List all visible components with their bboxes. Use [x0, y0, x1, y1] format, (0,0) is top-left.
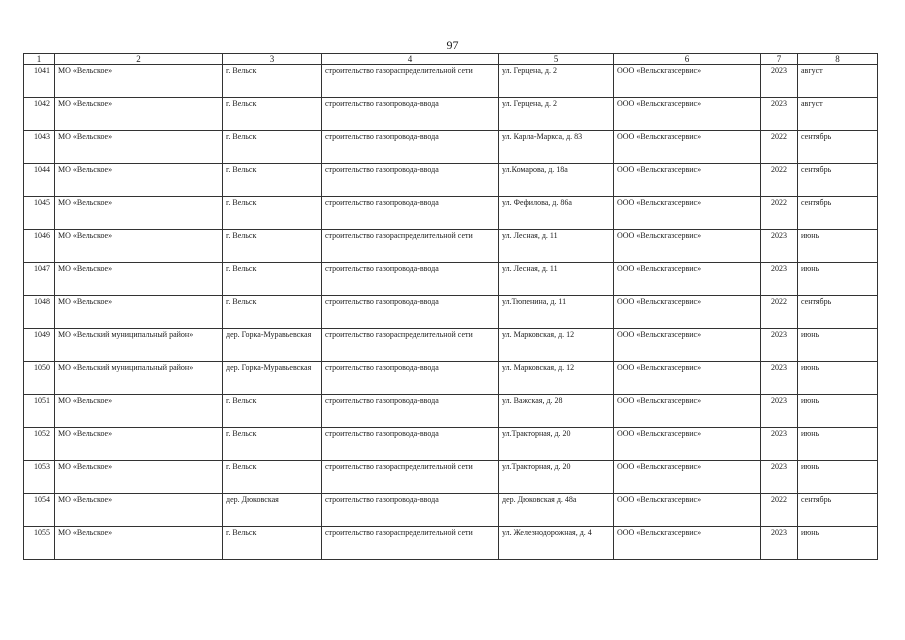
cell-contractor: ООО «Вельскгазсервис» [614, 197, 761, 230]
column-header: 2 [55, 54, 223, 65]
cell-year: 2022 [761, 164, 798, 197]
cell-work-type: строительство газопровода-ввода [322, 98, 499, 131]
table-row [24, 263, 878, 296]
cell-contractor: ООО «Вельскгазсервис» [614, 263, 761, 296]
cell-contractor: ООО «Вельскгазсервис» [614, 329, 761, 362]
cell-municipality: МО «Вельское» [55, 527, 223, 560]
cell-work-type: строительство газораспределительной сети [322, 65, 499, 98]
cell-row-number: 1044 [24, 164, 55, 197]
column-header: 1 [24, 54, 55, 65]
cell-address: ул.Комарова, д. 18а [499, 164, 614, 197]
table-row [24, 296, 878, 329]
cell-year: 2023 [761, 65, 798, 98]
cell-month: сентябрь [798, 197, 878, 230]
cell-settlement: г. Вельск [223, 527, 322, 560]
cell-address: ул.Тракторная, д. 20 [499, 428, 614, 461]
cell-work-type: строительство газораспределительной сети [322, 230, 499, 263]
cell-municipality: МО «Вельское» [55, 230, 223, 263]
cell-year: 2022 [761, 494, 798, 527]
cell-row-number: 1045 [24, 197, 55, 230]
cell-month: июнь [798, 263, 878, 296]
cell-settlement: г. Вельск [223, 65, 322, 98]
cell-address: ул. Герцена, д. 2 [499, 65, 614, 98]
table-row [24, 527, 878, 560]
cell-contractor: ООО «Вельскгазсервис» [614, 230, 761, 263]
cell-month: июнь [798, 362, 878, 395]
cell-month: июнь [798, 395, 878, 428]
cell-work-type: строительство газопровода-ввода [322, 131, 499, 164]
cell-address: ул. Железнодорожная, д. 4 [499, 527, 614, 560]
cell-work-type: строительство газопровода-ввода [322, 197, 499, 230]
cell-row-number: 1050 [24, 362, 55, 395]
cell-contractor: ООО «Вельскгазсервис» [614, 164, 761, 197]
column-header: 5 [499, 54, 614, 65]
cell-municipality: МО «Вельское» [55, 65, 223, 98]
cell-work-type: строительство газопровода-ввода [322, 164, 499, 197]
cell-contractor: ООО «Вельскгазсервис» [614, 296, 761, 329]
cell-contractor: ООО «Вельскгазсервис» [614, 362, 761, 395]
cell-row-number: 1042 [24, 98, 55, 131]
cell-year: 2023 [761, 395, 798, 428]
cell-year: 2023 [761, 461, 798, 494]
column-header: 8 [798, 54, 878, 65]
cell-address: ул. Лесная, д. 11 [499, 230, 614, 263]
cell-work-type: строительство газопровода-ввода [322, 428, 499, 461]
table-row [24, 230, 878, 263]
cell-settlement: г. Вельск [223, 131, 322, 164]
page-number: 97 [446, 38, 459, 52]
cell-year: 2023 [761, 428, 798, 461]
registry-body [24, 65, 878, 560]
cell-work-type: строительство газораспределительной сети [322, 527, 499, 560]
cell-municipality: МО «Вельское» [55, 197, 223, 230]
cell-year: 2023 [761, 527, 798, 560]
cell-year: 2023 [761, 98, 798, 131]
cell-work-type: строительство газопровода-ввода [322, 362, 499, 395]
cell-settlement: г. Вельск [223, 164, 322, 197]
cell-contractor: ООО «Вельскгазсервис» [614, 98, 761, 131]
cell-municipality: МО «Вельское» [55, 98, 223, 131]
cell-municipality: МО «Вельский муниципальный район» [55, 329, 223, 362]
cell-month: июнь [798, 428, 878, 461]
cell-row-number: 1047 [24, 263, 55, 296]
cell-address: ул. Фефилова, д. 86а [499, 197, 614, 230]
cell-row-number: 1046 [24, 230, 55, 263]
cell-address: ул. Марковская, д. 12 [499, 362, 614, 395]
table-row [24, 164, 878, 197]
cell-row-number: 1052 [24, 428, 55, 461]
cell-settlement: г. Вельск [223, 428, 322, 461]
cell-month: сентябрь [798, 494, 878, 527]
cell-month: август [798, 65, 878, 98]
table-row [24, 428, 878, 461]
table-row [24, 197, 878, 230]
table-row [24, 494, 878, 527]
cell-contractor: ООО «Вельскгазсервис» [614, 461, 761, 494]
cell-contractor: ООО «Вельскгазсервис» [614, 428, 761, 461]
column-header: 6 [614, 54, 761, 65]
cell-contractor: ООО «Вельскгазсервис» [614, 65, 761, 98]
cell-contractor: ООО «Вельскгазсервис» [614, 131, 761, 164]
cell-settlement: г. Вельск [223, 296, 322, 329]
table-row [24, 329, 878, 362]
table-row [24, 395, 878, 428]
cell-municipality: МО «Вельский муниципальный район» [55, 362, 223, 395]
column-number-row [24, 54, 878, 65]
cell-row-number: 1053 [24, 461, 55, 494]
cell-settlement: г. Вельск [223, 461, 322, 494]
cell-year: 2023 [761, 230, 798, 263]
cell-address: ул.Тюпенина, д. 11 [499, 296, 614, 329]
cell-settlement: г. Вельск [223, 395, 322, 428]
cell-municipality: МО «Вельское» [55, 395, 223, 428]
column-header: 4 [322, 54, 499, 65]
column-header: 3 [223, 54, 322, 65]
cell-municipality: МО «Вельское» [55, 494, 223, 527]
cell-address: дер. Дюковская д. 48а [499, 494, 614, 527]
cell-row-number: 1048 [24, 296, 55, 329]
cell-work-type: строительство газопровода-ввода [322, 395, 499, 428]
table-row [24, 131, 878, 164]
cell-row-number: 1041 [24, 65, 55, 98]
cell-municipality: МО «Вельское» [55, 461, 223, 494]
cell-contractor: ООО «Вельскгазсервис» [614, 527, 761, 560]
cell-work-type: строительство газораспределительной сети [322, 329, 499, 362]
cell-settlement: г. Вельск [223, 263, 322, 296]
cell-row-number: 1049 [24, 329, 55, 362]
cell-month: сентябрь [798, 131, 878, 164]
cell-year: 2023 [761, 263, 798, 296]
cell-settlement: дер. Горка-Муравьевская [223, 362, 322, 395]
cell-municipality: МО «Вельское» [55, 428, 223, 461]
cell-year: 2022 [761, 131, 798, 164]
column-header: 7 [761, 54, 798, 65]
cell-address: ул.Тракторная, д. 20 [499, 461, 614, 494]
cell-row-number: 1043 [24, 131, 55, 164]
cell-month: июнь [798, 527, 878, 560]
cell-month: июнь [798, 461, 878, 494]
cell-contractor: ООО «Вельскгазсервис» [614, 395, 761, 428]
cell-month: июнь [798, 230, 878, 263]
cell-row-number: 1054 [24, 494, 55, 527]
cell-address: ул. Карла-Маркса, д. 83 [499, 131, 614, 164]
cell-settlement: г. Вельск [223, 197, 322, 230]
cell-municipality: МО «Вельское» [55, 263, 223, 296]
cell-municipality: МО «Вельское» [55, 131, 223, 164]
cell-settlement: г. Вельск [223, 98, 322, 131]
cell-year: 2022 [761, 197, 798, 230]
cell-settlement: дер. Горка-Муравьевская [223, 329, 322, 362]
cell-work-type: строительство газопровода-ввода [322, 296, 499, 329]
table-row [24, 65, 878, 98]
table-row [24, 98, 878, 131]
cell-month: сентябрь [798, 164, 878, 197]
cell-address: ул. Важская, д. 28 [499, 395, 614, 428]
registry-table [23, 53, 878, 560]
cell-address: ул. Герцена, д. 2 [499, 98, 614, 131]
cell-settlement: дер. Дюковская [223, 494, 322, 527]
cell-work-type: строительство газопровода-ввода [322, 494, 499, 527]
cell-row-number: 1051 [24, 395, 55, 428]
cell-work-type: строительство газораспределительной сети [322, 461, 499, 494]
cell-address: ул. Лесная, д. 11 [499, 263, 614, 296]
cell-month: сентябрь [798, 296, 878, 329]
cell-year: 2022 [761, 296, 798, 329]
cell-year: 2023 [761, 329, 798, 362]
cell-month: август [798, 98, 878, 131]
table-row [24, 362, 878, 395]
cell-year: 2023 [761, 362, 798, 395]
cell-municipality: МО «Вельское» [55, 164, 223, 197]
cell-month: июнь [798, 329, 878, 362]
cell-contractor: ООО «Вельскгазсервис» [614, 494, 761, 527]
table-row [24, 461, 878, 494]
cell-municipality: МО «Вельское» [55, 296, 223, 329]
cell-work-type: строительство газопровода-ввода [322, 263, 499, 296]
cell-settlement: г. Вельск [223, 230, 322, 263]
cell-row-number: 1055 [24, 527, 55, 560]
cell-address: ул. Марковская, д. 12 [499, 329, 614, 362]
